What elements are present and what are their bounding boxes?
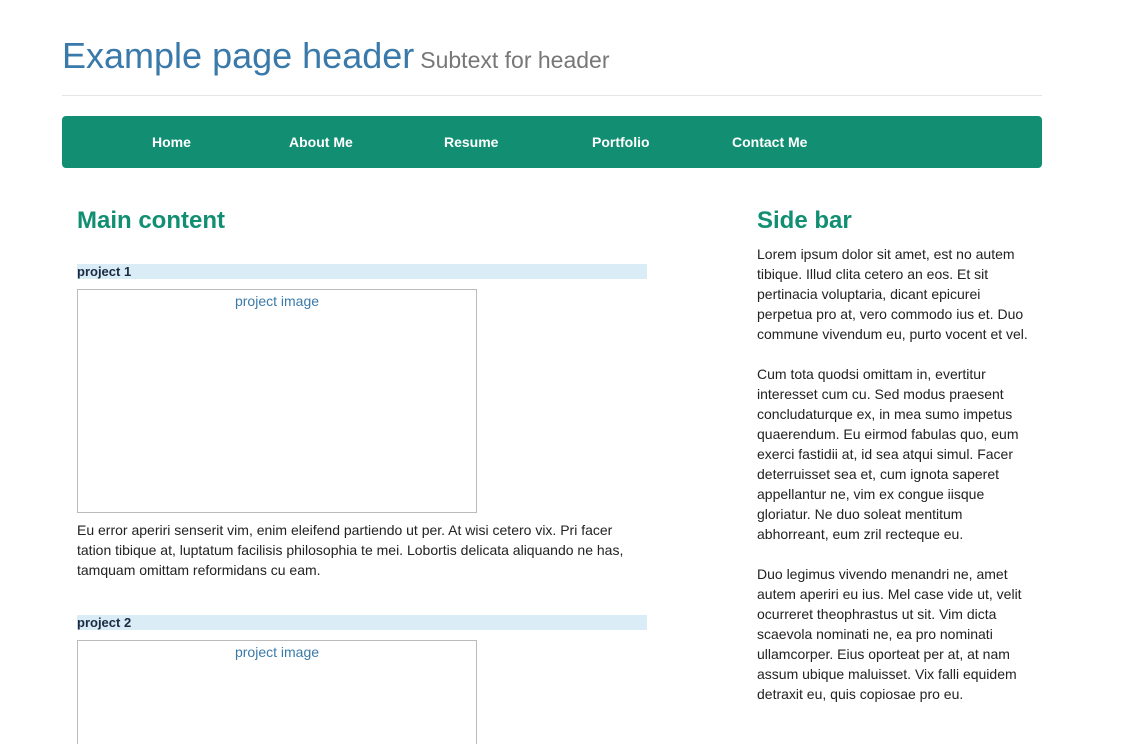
nav-contact-me[interactable]: Contact Me — [732, 134, 808, 150]
broken-image-icon: project image — [234, 644, 320, 660]
project-title: project 1 — [77, 264, 647, 279]
project-title: project 2 — [77, 615, 647, 630]
sidebar-heading: Side bar — [757, 207, 852, 234]
main-content — [77, 206, 647, 660]
nav-home[interactable]: Home — [152, 134, 191, 150]
page-title: Example page header — [62, 35, 415, 76]
nav-portfolio[interactable]: Portfolio — [592, 134, 650, 150]
page-header — [62, 34, 1042, 96]
nav-bar — [62, 116, 1042, 168]
project-description: Eu error aperiri senserit vim, enim eleifend partiendo ut per. At wisi cetero vix. Pri facer tation tibique at, luptatum facilisis philosophia te mei. Lobortis delicata aliquando ne has, tamquam omittam reformidans cu eam. — [77, 522, 624, 578]
project-2 — [77, 615, 647, 744]
sidebar-paragraph: Cum tota quodsi omittam in, evertitur interesset cum cu. Sed modus praesent concludaturque ex, in mea sumo impetus quaerendum. Eu eirmod fabulas quo, eum exerci fastidii at, id sea atqui simul. Facer deterruisset sea et, cum ignota saperet appellantur ne, vim ex congue iisque gloriatur. Ne duo soleat mentitum abhorreant, eum zril recteque eu. — [757, 366, 1019, 542]
broken-image-icon: project image — [234, 293, 320, 309]
nav-resume[interactable]: Resume — [444, 134, 499, 150]
project-image — [77, 289, 477, 513]
sidebar-paragraph: Lorem ipsum dolor sit amet, est no autem tibique. Illud clita cetero an eos. Et sit pertinacia voluptaria, dicant epicurei perpetua pro at, vero commodo ius et. Duo commune vivendum eu, purto vocent et vel. — [757, 246, 1028, 342]
project-image — [77, 640, 477, 744]
page-subtitle: Subtext for header — [420, 47, 610, 73]
side-bar — [757, 206, 1032, 724]
project-1 — [77, 264, 647, 580]
main-heading: Main content — [77, 207, 225, 234]
sidebar-paragraph: Duo legimus vivendo menandri ne, amet autem aperiri eu ius. Mel case vide ut, velit ocurreret theophrastus ut sit. Vim dicta scaevola nominati ne, ea pro nominati ullamcorper. Eius oporteat per at, at nam assum ubique maluisset. Vix falli equidem detraxit eu, quis copiosae pro eu. — [757, 566, 1022, 702]
nav-about-me[interactable]: About Me — [289, 134, 353, 150]
